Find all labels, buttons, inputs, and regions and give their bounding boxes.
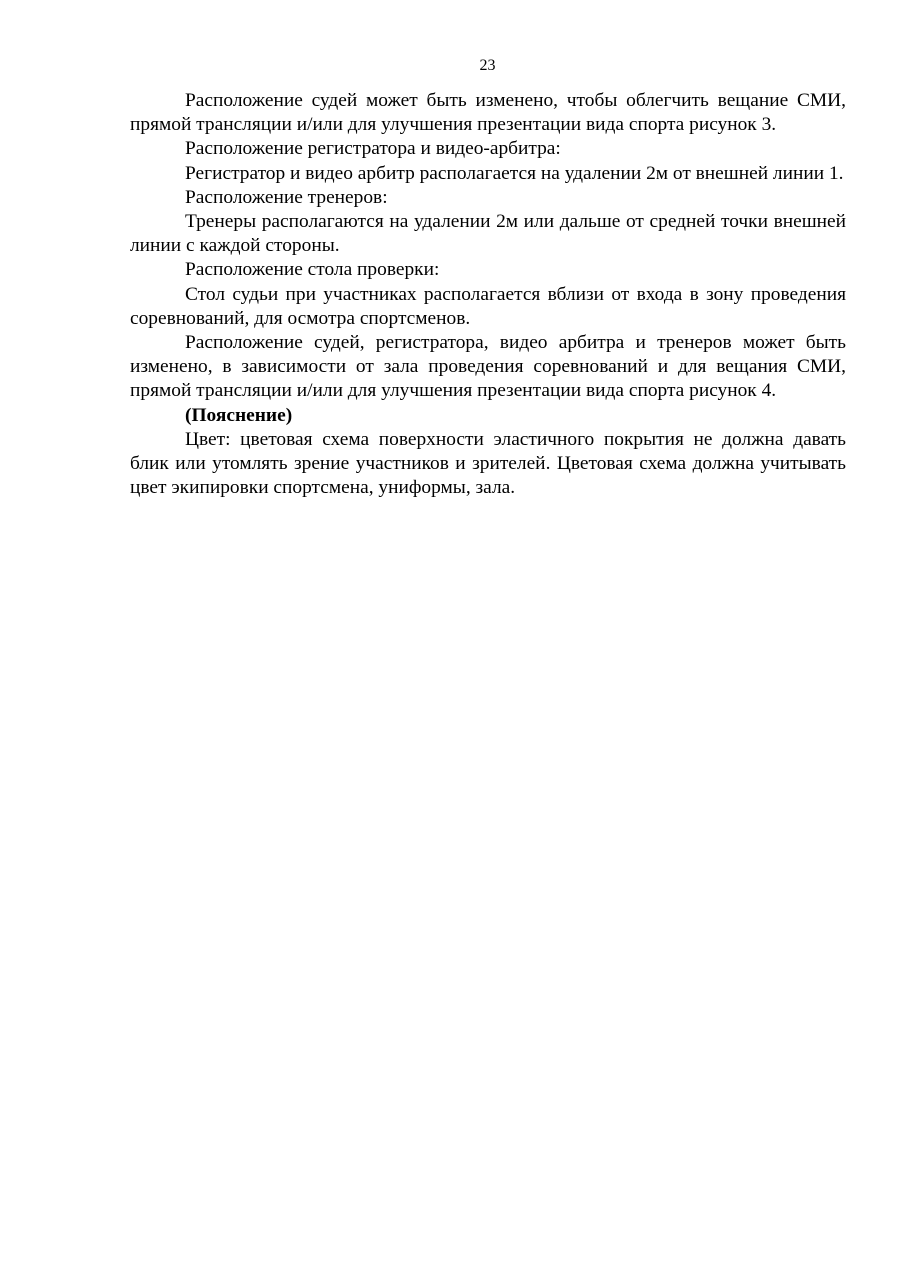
paragraph-color-scheme: Цвет: цветовая схема поверхности эластичного покрытия не должна давать блик или утомлять зрение участников и зрителей. Цветовая схема должна учитывать цвет экипировки спортсмена, униформы, зала.	[130, 428, 846, 499]
heading-recorder-placement: Расположение регистратора и видео-арбитра:	[185, 138, 561, 160]
paragraph-inspection-table: Стол судьи при участниках располагается вблизи от входа в зону проведения соревнований, для осмотра спортсменов.	[130, 283, 846, 329]
paragraph-officials-placement: Расположение судей, регистратора, видео арбитра и тренеров может быть изменено, в зависимости от зала проведения соревнований и для вещания СМИ, прямой трансляции и/или для улучшения презентации вида спорта рисунок 4.	[130, 332, 846, 402]
heading-inspection-table: Расположение стола проверки:	[185, 259, 440, 281]
page-number: 23	[479, 57, 496, 74]
page-body	[130, 89, 846, 500]
paragraph-judges-placement: Расположение судей может быть изменено, чтобы облегчить вещание СМИ, прямой трансляции и/или для улучшения презентации вида спорта рисунок 3.	[130, 90, 846, 136]
heading-explanation: (Пояснение)	[185, 404, 293, 426]
paragraph-recorder-placement: Регистратор и видео арбитр располагается на удалении 2м от внешней линии 1.	[185, 162, 844, 184]
paragraph-coaches-placement: Тренеры располагаются на удалении 2м или дальше от средней точки внешней линии с каждой стороны.	[130, 211, 846, 257]
heading-coaches-placement: Расположение тренеров:	[185, 186, 388, 208]
